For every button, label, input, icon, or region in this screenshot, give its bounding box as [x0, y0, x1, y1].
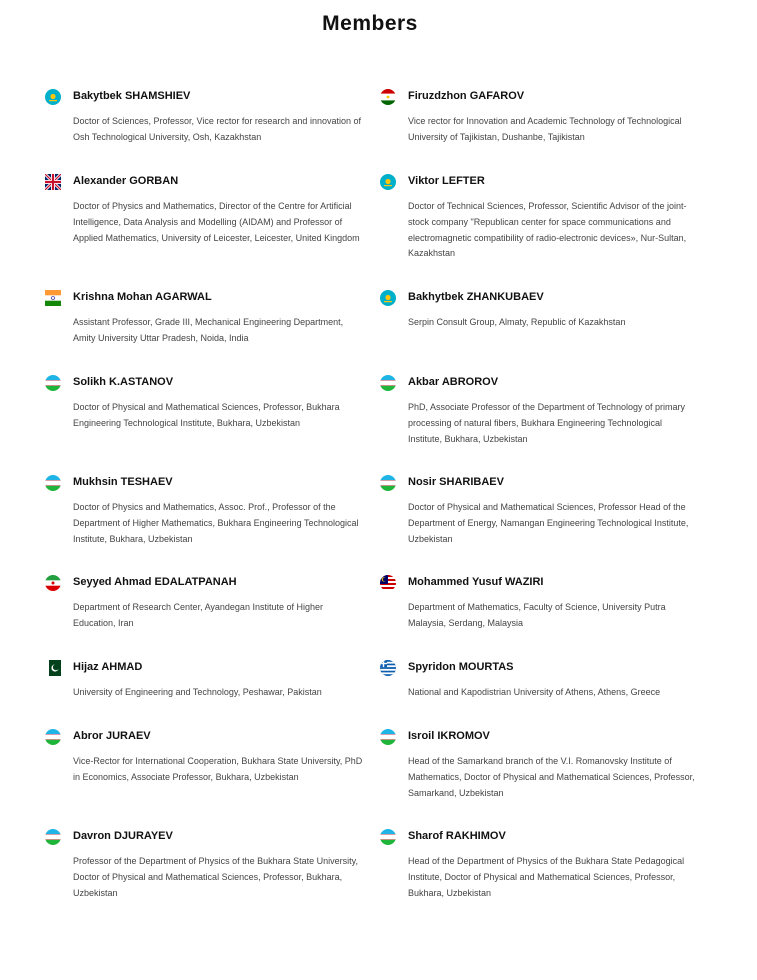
iran-flag-icon — [45, 575, 61, 591]
member-description: National and Kapodistrian University of Athens, Athens, Greece — [408, 687, 661, 697]
india-flag-icon — [45, 290, 61, 306]
member-description: Head of the Department of Physics of the Bukhara State Pedagogical Institute, Doctor of Physical and Mathematical Sciences, Professor, Bukhara, Uzbekistan — [408, 856, 685, 898]
member-name: Spyridon MOURTAS — [408, 661, 514, 673]
uzbekistan-flag-icon — [380, 475, 396, 491]
uzbekistan-flag-icon — [380, 375, 396, 391]
kazakhstan-flag-icon — [380, 290, 396, 306]
member-description: Department of Research Center, Ayandegan Institute of Higher Education, Iran — [73, 602, 323, 628]
member-name: Isroil IKROMOV — [408, 730, 490, 742]
member-name: Mohammed Yusuf WAZIRI — [408, 576, 544, 588]
member-description: Doctor of Physics and Mathematics, Director of the Centre for Artificial Intelligence, Data Analysis and Modelling (AIDAM) and Professor of Applied Mathematics, University of Leicester, Leicester, United Kingdom — [73, 201, 360, 243]
member-name: Mukhsin TESHAEV — [73, 476, 173, 488]
member-name: Hijaz AHMAD — [73, 661, 143, 673]
member-description: Department of Mathematics, Faculty of Science, University Putra Malaysia, Serdang, Malaysia — [408, 602, 666, 628]
member-name: Bakytbek SHAMSHIEV — [73, 90, 191, 102]
tajikistan-flag-icon — [380, 89, 396, 105]
kazakhstan-flag-icon — [380, 174, 396, 190]
member-description: Head of the Samarkand branch of the V.I. Romanovsky Institute of Mathematics, Doctor of Physical and Mathematical Sciences, Professor, Samarkand, Uzbekistan — [408, 756, 695, 798]
uzbekistan-flag-icon — [45, 829, 61, 845]
member-description: Doctor of Physical and Mathematical Sciences, Professor, Bukhara Engineering Technological Institute, Bukhara, Uzbekistan — [73, 402, 340, 428]
greece-flag-icon — [380, 660, 396, 676]
member-description: PhD, Associate Professor of the Department of Technology of primary processing of natural fibers, Bukhara Engineering Technological Institute, Bukhara, Uzbekistan — [408, 402, 685, 444]
member-name: Sharof RAKHIMOV — [408, 830, 506, 842]
uzbekistan-flag-icon — [45, 375, 61, 391]
uk-flag-icon — [45, 174, 61, 190]
member-name: Davron DJURAYEV — [73, 830, 173, 842]
member-description: Doctor of Physical and Mathematical Sciences, Professor Head of the Department of Energy, Namangan Engineering Technological Institute, Uzbekistan — [408, 502, 689, 544]
kazakhstan-flag-icon — [45, 89, 61, 105]
uzbekistan-flag-icon — [380, 729, 396, 745]
member-description: Doctor of Physics and Mathematics, Assoc. Prof., Professor of the Department of Higher Mathematics, Bukhara Engineering Technological Institute, Bukhara, Uzbekistan — [73, 502, 359, 544]
member-description: Vice rector for Innovation and Academic Technology of Technological University of Tajikistan, Dushanbe, Tajikistan — [408, 116, 682, 142]
member-name: Solikh K.ASTANOV — [73, 376, 174, 388]
member-name: Seyyed Ahmad EDALATPANAH — [73, 576, 237, 588]
page-title: Members — [322, 12, 418, 35]
member-name: Krishna Mohan AGARWAL — [73, 291, 212, 303]
uzbekistan-flag-icon — [45, 475, 61, 491]
member-description: Doctor of Technical Sciences, Professor, Scientific Advisor of the joint-stock company "Republican center for space communications and electromagnetic compatibility of radio-electronic devices», Nur-Sultan, Kazakhstan — [408, 201, 687, 259]
member-name: Viktor LEFTER — [408, 175, 485, 187]
member-description: Doctor of Sciences, Professor, Vice rector for research and innovation of Osh Technological University, Osh, Kazakhstan — [73, 116, 361, 142]
pakistan-flag-icon — [45, 660, 61, 676]
member-description: University of Engineering and Technology, Peshawar, Pakistan — [73, 687, 322, 697]
uzbekistan-flag-icon — [380, 829, 396, 845]
member-name: Firuzdzhon GAFAROV — [408, 90, 525, 102]
member-name: Alexander GORBAN — [73, 175, 179, 187]
member-description: Serpin Consult Group, Almaty, Republic of Kazakhstan — [408, 317, 626, 327]
member-name: Bakhytbek ZHANKUBAEV — [408, 291, 544, 303]
uzbekistan-flag-icon — [45, 729, 61, 745]
member-description: Professor of the Department of Physics of the Bukhara State University, Doctor of Physical and Mathematical Sciences, Professor, Bukhara, Uzbekistan — [73, 856, 358, 898]
malaysia-flag-icon — [380, 575, 396, 591]
member-name: Nosir SHARIBAEV — [408, 476, 504, 488]
member-name: Akbar ABROROV — [408, 376, 499, 388]
member-description: Assistant Professor, Grade III, Mechanical Engineering Department, Amity University Uttar Pradesh, Noida, India — [73, 317, 344, 343]
member-description: Vice-Rector for International Cooperation, Bukhara State University, PhD in Economics, Associate Professor, Bukhara, Uzbekistan — [73, 756, 363, 782]
member-name: Abror JURAEV — [73, 730, 151, 742]
